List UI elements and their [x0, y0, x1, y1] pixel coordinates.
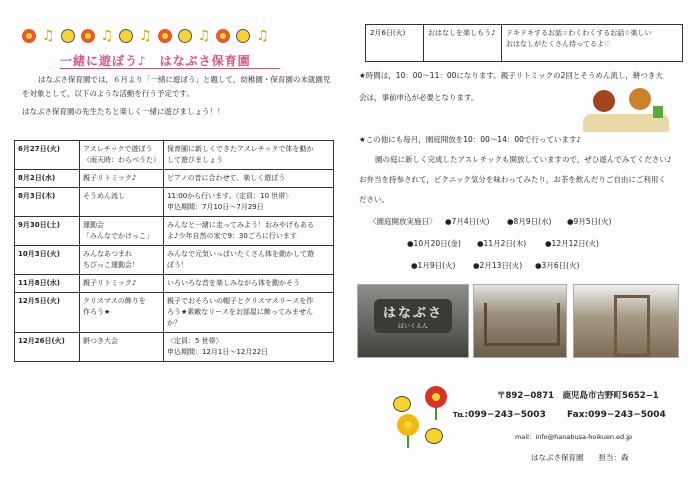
table-row	[15, 141, 334, 170]
event-description: 〈定員：5 世帯〉 申込期間：12月1日〜12月22日	[164, 333, 334, 362]
event-date: 12月26日(火)	[15, 333, 80, 362]
closed-date: ●9月5日(火)	[567, 217, 612, 226]
tower-shape	[614, 295, 650, 357]
open-note-line: ★この他にも毎月，園庭開放を10：00〜14：00で行っています♪	[359, 135, 582, 144]
table-row	[15, 170, 334, 188]
table-row	[15, 293, 334, 333]
event-date: 9月30日(土)	[15, 217, 80, 246]
music-note-icon: ♫	[256, 28, 269, 44]
event-description: みんなと一緒に走ってみよう！おみやげもある よ♪少年自然の家で9：30ごろに行います	[164, 217, 334, 246]
closed-date: ●10月20日(金)	[407, 239, 461, 248]
email-address: mail：info@hanabusa-hoikuen.ed.jp	[515, 433, 633, 441]
music-note-icon: ♫	[42, 28, 55, 44]
flower-icon	[425, 386, 447, 408]
event-name: おはなしを楽しもう♪	[424, 25, 502, 61]
time-note-line: ★時間は，10：00〜11：00になります。親子リトミックの2回とそうめん流し，餅つき大	[359, 71, 663, 80]
table-row	[15, 188, 334, 217]
open-note-line: ださい。	[359, 195, 389, 204]
bee-icon	[236, 29, 250, 43]
event-description: いろいろな音を楽しみながら体を動かそう	[164, 275, 334, 293]
postal-address: 〒892−0871 鹿児島市吉野町5652−1	[497, 391, 659, 401]
event-description: 11:00から行います。〈定員：10 世帯〉 申込期間：7月10日〜7月29日	[164, 188, 334, 217]
flower-icon	[81, 29, 95, 43]
flower-icon	[216, 29, 230, 43]
intro-line: を対象として，以下のような活動を行う予定です。	[22, 89, 194, 98]
child-icon	[629, 88, 651, 110]
event-date: 8月2日(水)	[15, 170, 80, 188]
event-name: クリスマスの飾りを 作ろう★	[80, 293, 164, 333]
music-note-icon: ♫	[100, 28, 114, 44]
intro-line: はなぶさ保育園では，６月より「一緒に遊ぼう」と題して，幼稚園・保育園の未就園児	[38, 75, 331, 84]
event-name: 運動会 「みんなでかけっこ」	[80, 217, 164, 246]
closed-date: ●1月9日(火)	[411, 261, 456, 270]
event-date: 8月3日(木)	[15, 188, 80, 217]
bee-icon	[61, 29, 75, 43]
closed-date: ●3月6日(火)	[535, 261, 580, 270]
event-description: みんなで元気いっぱいたくさん体を動かして遊 ぼう！	[164, 246, 334, 275]
phone-number: ℡:099−243−5003	[453, 410, 546, 420]
event-name: みんなあつまれ ちびっこ運動会！	[80, 246, 164, 275]
child-icon	[593, 90, 615, 112]
closed-date: ●7月4日(火)	[445, 217, 490, 226]
playground-frame-shape	[484, 303, 560, 346]
page-title: 一緒に遊ぼう♪ はなぶさ保育園	[60, 52, 280, 69]
open-note-line: お弁当を持参されて，ピクニック気分を味わってみたり，お茶を飲んだりご自由にご利用く	[359, 175, 666, 184]
closed-dates-label: 〈園庭開放実施日〉	[369, 217, 437, 226]
event-name: 餅つき大会	[80, 333, 164, 362]
event-name: 親子リトミック♪	[80, 170, 164, 188]
flower-icon	[22, 29, 36, 43]
event-date: 12月5日(火)	[15, 293, 80, 333]
bee-icon	[393, 396, 411, 412]
music-note-icon: ♫	[197, 28, 211, 44]
event-name: アスレチックで遊ぼう （雨天時：わらべうた）	[80, 141, 164, 170]
music-note-icon: ♫	[139, 28, 152, 44]
event-date: 11月8日(水)	[15, 275, 80, 293]
open-note-line: 園の庭に新しく完成したアスレチックも開放していますので，ぜひ遊んでみてください♪	[375, 155, 672, 164]
flower-stem	[407, 434, 409, 448]
table-row	[15, 275, 334, 293]
event-name: そうめん流し	[80, 188, 164, 217]
closed-date: ●8月9日(水)	[507, 217, 552, 226]
event-description: 保育園に新しくできたアスレチックで体を動か して遊びましょう	[164, 141, 334, 170]
event-description: ドキドキするお話☆わくわくするお話☆楽しい おはなしがたくさん待ってるよ♡	[506, 29, 652, 48]
bee-icon	[425, 428, 443, 444]
organization-contact: はなぶさ保育園 担当：森	[531, 453, 629, 462]
flower-icon	[158, 29, 172, 43]
event-description: ピアノの音に合わせて、楽しく遊ぼう	[164, 170, 334, 188]
event-name: 親子リトミック♪	[80, 275, 164, 293]
nursery-sign-photo	[357, 284, 469, 358]
february-event-box	[365, 24, 683, 62]
flower-stem	[435, 406, 437, 420]
nursery-sign	[374, 299, 452, 333]
closed-date: ●11月2日(木)	[477, 239, 527, 248]
schedule-table	[14, 140, 334, 362]
table-row	[15, 217, 334, 246]
bee-icon	[178, 29, 192, 43]
right-page	[345, 0, 690, 484]
treehouse-photo	[573, 284, 679, 358]
time-note-line: 会は，事前申込が必要となります。	[359, 93, 479, 102]
children-illustration	[583, 84, 669, 134]
event-date: 2月6日(火)	[366, 25, 424, 61]
intro-line: はなぶさ保育園の先生たちと楽しく一緒に遊びましょう！！	[22, 107, 225, 116]
bucket-icon	[653, 106, 663, 118]
sign-subtext: ほいくえん	[397, 323, 428, 330]
flower-icon	[397, 414, 419, 436]
event-date: 10月3日(火)	[15, 246, 80, 275]
closed-date: ●2月13日(火)	[473, 261, 523, 270]
table-row	[15, 333, 334, 362]
bee-icon	[119, 29, 133, 43]
table-row	[15, 246, 334, 275]
fax-number: Fax:099−243−5004	[567, 410, 666, 420]
event-date: 6月27日(火)	[15, 141, 80, 170]
sign-text: はなぶさ	[382, 306, 443, 321]
decoration-row	[22, 26, 302, 46]
closed-date: ●12月12日(火)	[545, 239, 599, 248]
event-description: 親子でおそろいの帽子とクリスマスリースを作 ろう★素敵なリースをお部屋に飾ってみません か？	[164, 293, 334, 333]
playground-photo	[473, 284, 567, 358]
